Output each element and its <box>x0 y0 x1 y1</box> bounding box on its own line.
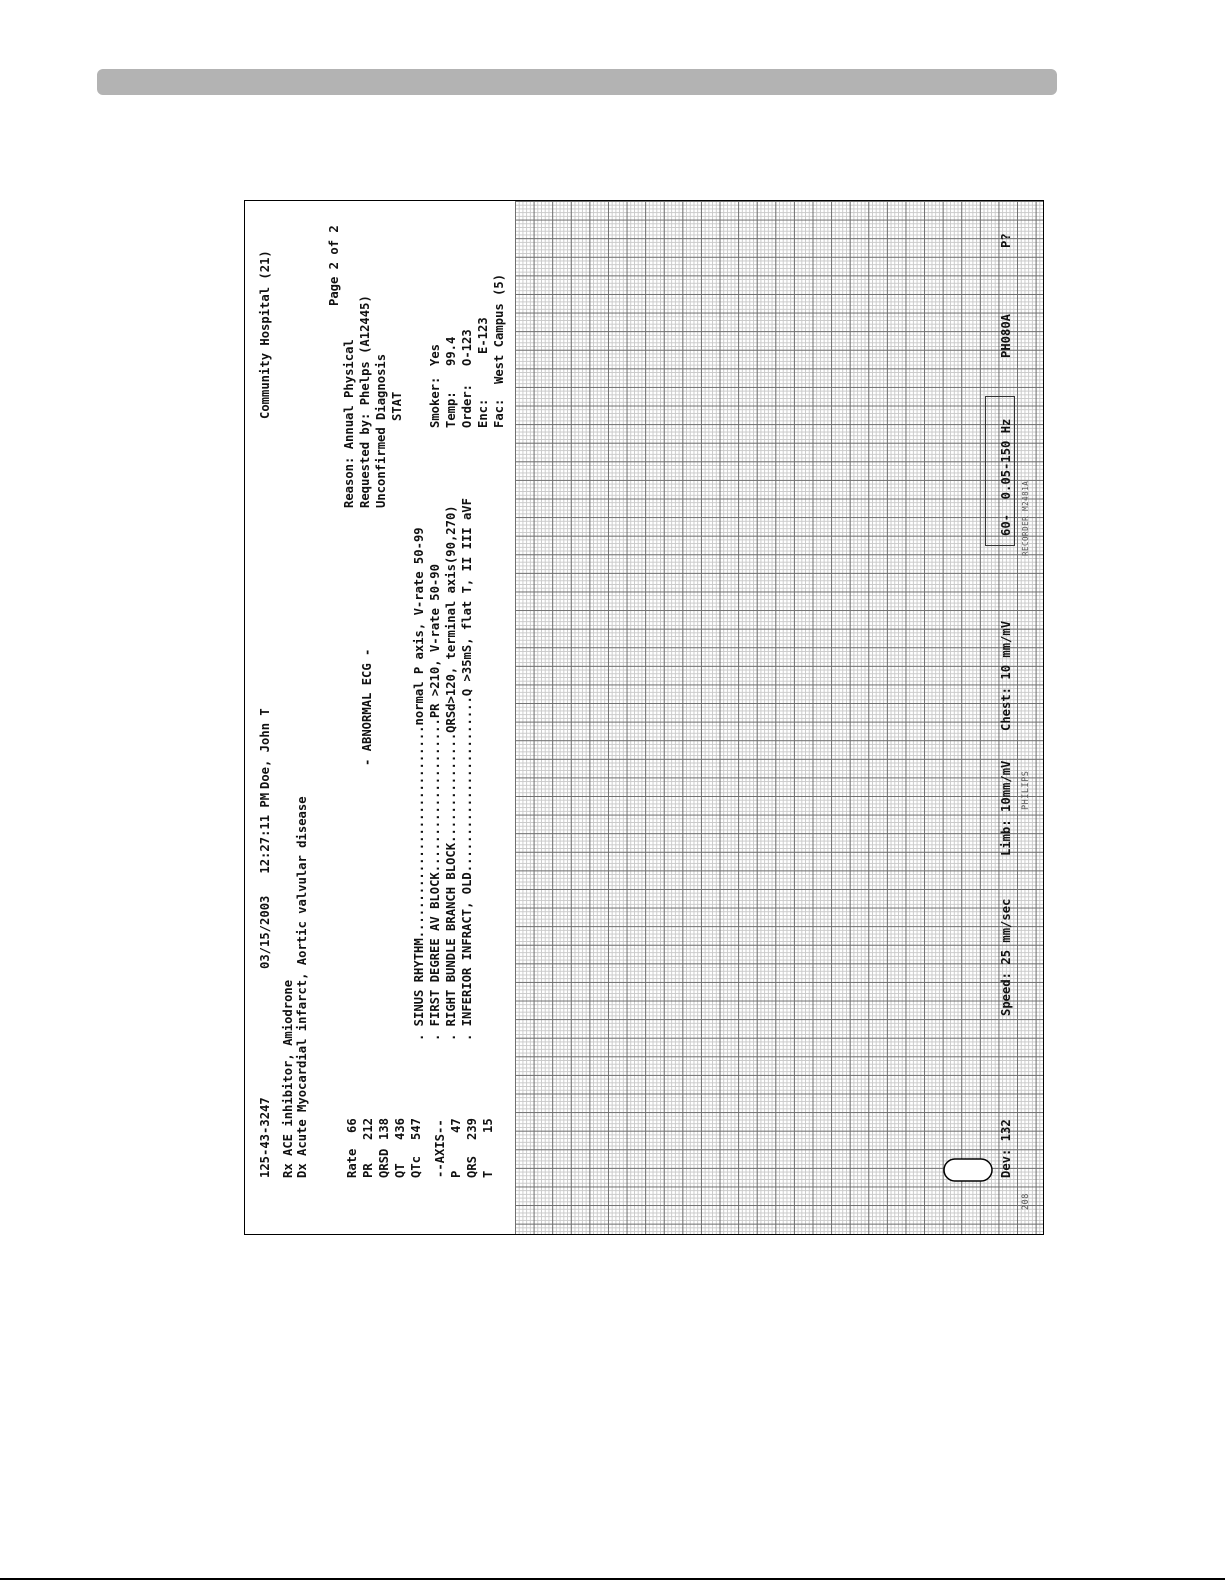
finding-line: . SINUS RHYTHM.............................normal P axis, V-rate 50-99 <box>412 527 426 1041</box>
measurement-label: Rate <box>345 1148 359 1178</box>
measurement-value: 212 <box>361 1117 375 1140</box>
footer-model: PH080A <box>999 313 1013 358</box>
top-gray-bar <box>97 69 1057 95</box>
axis-label: T <box>481 1170 495 1178</box>
info-label: Order: <box>460 383 474 428</box>
measurement-label: QTc <box>409 1155 423 1178</box>
axis-value: 239 <box>465 1117 479 1140</box>
rx-line: Rx ACE inhibitor, Amiodrone <box>281 979 295 1178</box>
axis-label: P <box>449 1170 463 1178</box>
ecg-report-frame <box>244 200 1044 1235</box>
footer-p: P? <box>999 233 1013 248</box>
footer-filter: 60- 0.05-150 Hz <box>999 418 1013 536</box>
info-label: Smoker: <box>428 376 442 428</box>
measurement-value: 66 <box>345 1118 359 1133</box>
footer-dev: Dev: 132 <box>999 1119 1013 1178</box>
reason: Reason: Annual Physical <box>342 339 356 508</box>
footer-limb: Limb: 10mm/mV <box>999 760 1013 856</box>
info-value: West Campus (5) <box>492 273 506 384</box>
axis-heading: --AXIS-- <box>433 1119 447 1178</box>
filter-outline-box <box>985 396 1015 546</box>
finding-line: . RIGHT BUNDLE BRANCH BLOCK...............QRSd>120, terminal axis(90,270) <box>444 505 458 1041</box>
patient-id: 125-43-3247 <box>258 1097 272 1178</box>
report-text-layer <box>245 201 1044 1235</box>
measurement-value: 547 <box>409 1117 423 1140</box>
info-label: Temp: <box>444 391 458 428</box>
finding-line: . FIRST DEGREE AV BLOCK.....................PR >210, V-rate 50-90 <box>428 564 442 1041</box>
measurement-label: PR <box>361 1163 375 1178</box>
measurement-value: 436 <box>393 1117 407 1140</box>
diagnosis-status: Unconfirmed Diagnosis <box>374 353 388 508</box>
measurement-label: QRSD <box>377 1148 391 1178</box>
axis-label: QRS <box>465 1155 479 1178</box>
measurement-label: QT <box>393 1163 407 1178</box>
brand-mark: PHILIPS <box>1021 770 1031 810</box>
footer-chest: Chest: 10 mm/mV <box>999 620 1013 731</box>
report-datetime: 03/15/2003 12:27:11 PM <box>258 792 272 969</box>
info-value: Yes <box>428 343 442 366</box>
info-label: Fac: <box>492 398 506 428</box>
dx-line: Dx Acute Myocardial infarct, Aortic valvular disease <box>295 796 309 1178</box>
axis-value: 15 <box>481 1118 495 1133</box>
info-value: E-123 <box>476 317 490 354</box>
recorder-mark: RECORDER M2481A <box>1021 480 1030 556</box>
priority: STAT <box>390 391 404 421</box>
finding-line: . INFERIOR INFRACT, OLD........................Q >35mS, flat T, II III aVF <box>460 498 474 1041</box>
measurement-value: 138 <box>377 1117 391 1140</box>
bottom-rule <box>0 1578 1225 1580</box>
axis-value: 47 <box>449 1118 463 1133</box>
paper-code: 208 <box>1021 1193 1031 1210</box>
info-label: Enc: <box>476 398 490 428</box>
info-value: 99.4 <box>444 336 458 366</box>
info-value: O-123 <box>460 329 474 366</box>
patient-name: Doe, John T <box>258 708 272 789</box>
page-number: Page 2 of 2 <box>327 225 341 306</box>
hospital-name: Community Hospital (21) <box>258 250 272 419</box>
requested-by: Requested by: Phelps (A12445) <box>358 295 372 508</box>
footer-speed: Speed: 25 mm/sec <box>999 898 1013 1016</box>
oval-marker-icon <box>943 1156 995 1186</box>
interpretation-summary: - ABNORMAL ECG - <box>360 648 374 766</box>
